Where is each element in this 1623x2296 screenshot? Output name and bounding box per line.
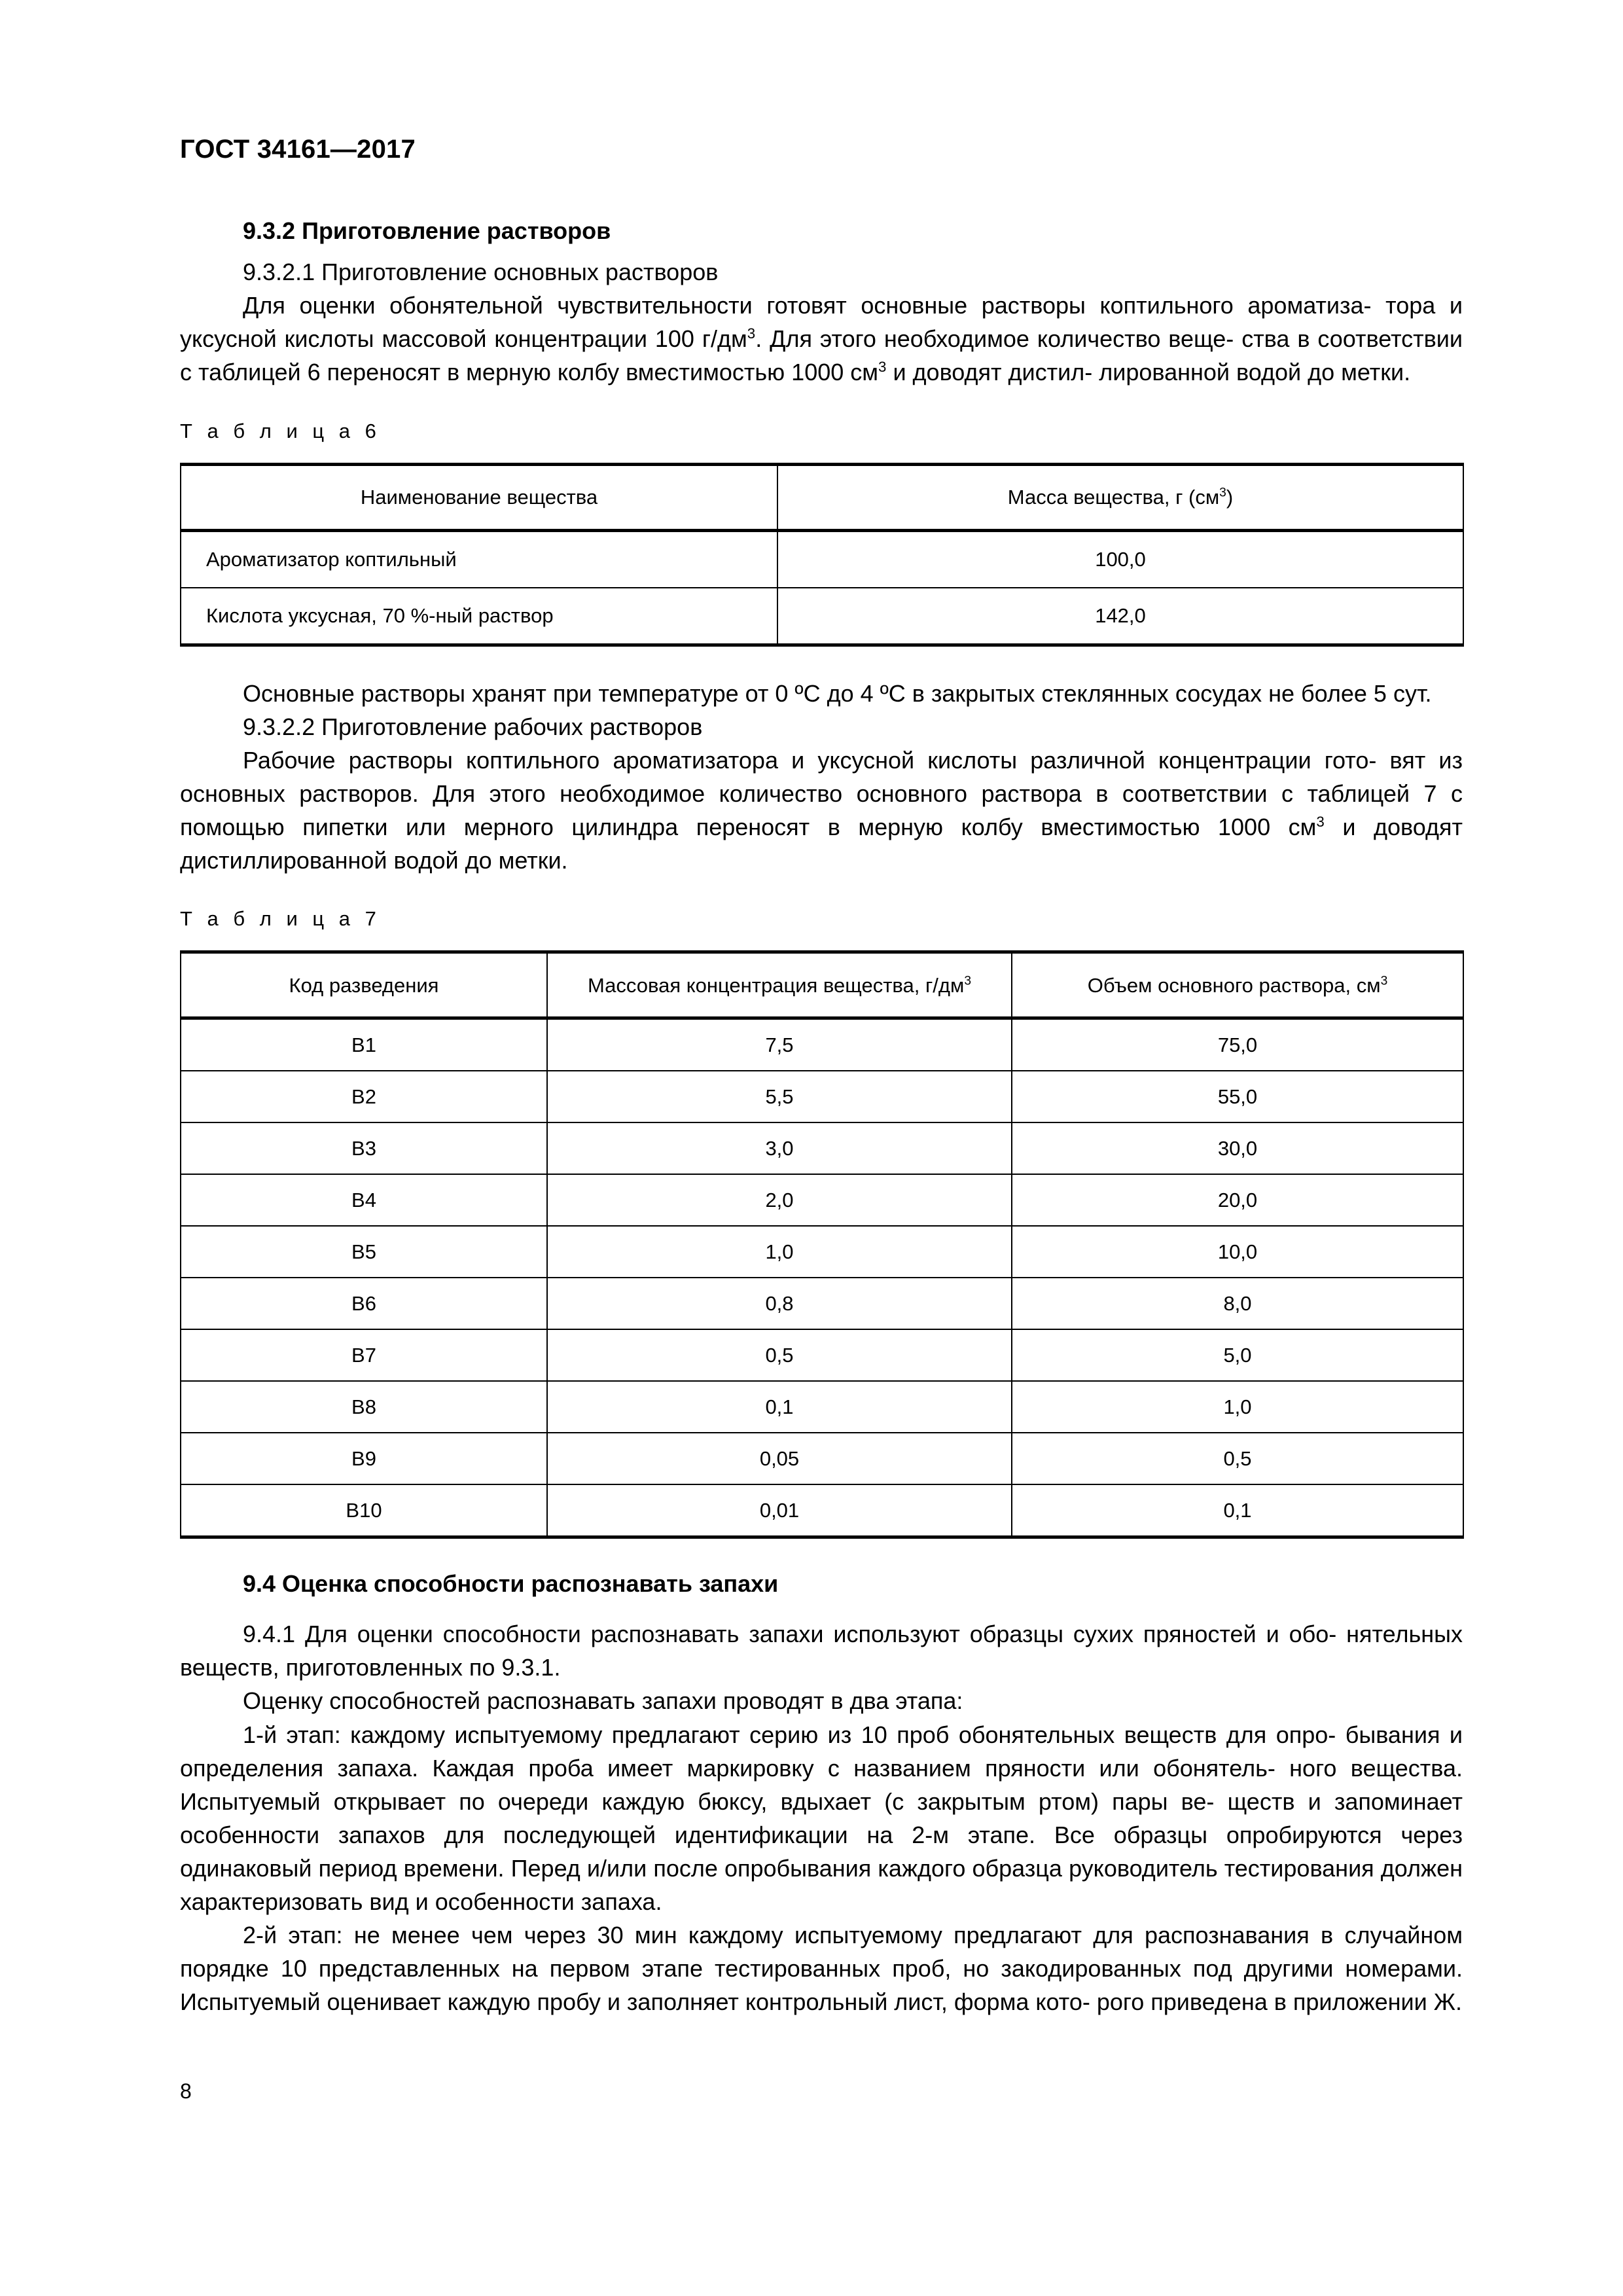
cell-concentration: 0,01 — [547, 1484, 1012, 1537]
table-row — [181, 530, 1463, 588]
line-1: Рабочие растворы коптильного ароматизатора и уксусной кислоты различной концентрации гото- — [243, 746, 1377, 774]
line-4b: и доводят дистиллированной водой до метки. — [180, 813, 1463, 874]
cell-volume: 0,5 — [1012, 1433, 1463, 1484]
cell-code: B1 — [181, 1018, 547, 1071]
cell-concentration: 3,0 — [547, 1122, 1012, 1174]
table-row — [181, 1381, 1463, 1433]
section-heading-9-4: 9.4 Оценка способности распознавать запахи — [243, 1570, 779, 1598]
page-content — [180, 216, 1463, 2019]
cell-volume: 1,0 — [1012, 1381, 1463, 1433]
table-6-caption: Т а б л и ц а 6 — [180, 419, 381, 442]
paragraph-storage — [180, 677, 1463, 710]
line-2: более 5 сут. — [1301, 679, 1432, 707]
cell-volume: 55,0 — [1012, 1071, 1463, 1122]
header-mass-close: ) — [1226, 485, 1234, 509]
table-7-header-volume — [1012, 952, 1463, 1018]
cell-volume: 8,0 — [1012, 1278, 1463, 1329]
line-4: лированной водой до метки. — [1099, 359, 1411, 386]
cell-substance: Ароматизатор коптильный — [181, 530, 777, 588]
cell-substance: Кислота уксусная, 70 %-ный раствор — [181, 588, 777, 645]
line-6: руководитель тестирования должен характеризовать вид и особенности запаха. — [180, 1855, 1463, 1916]
paragraph-9-4-1 — [180, 1617, 1463, 1684]
spacer — [180, 1539, 1463, 1569]
table-7-header-code: Код разведения — [181, 952, 547, 1018]
spacer — [180, 931, 1463, 950]
cell-code: B5 — [181, 1226, 547, 1278]
line-4: ществ и запоминает особенности запахов для последующей идентификации на 2-м этапе. Все образцы — [180, 1787, 1463, 1848]
table-row — [181, 1433, 1463, 1484]
cell-concentration: 1,0 — [547, 1226, 1012, 1278]
table-row — [181, 588, 1463, 645]
line-2: нятельных веществ, приготовленных по 9.3.1. — [180, 1621, 1463, 1681]
spacer — [180, 1608, 1463, 1617]
spacer — [180, 647, 1463, 677]
paragraph-stage-2 — [180, 1918, 1463, 2018]
cell-mass: 100,0 — [777, 530, 1463, 588]
table-7-caption: Т а б л и ц а 7 — [180, 907, 381, 931]
cell-volume: 10,0 — [1012, 1226, 1463, 1278]
line-3: таблицей 7 с помощью пипетки или мерного цилиндра переносят в мерную колбу вместимостью — [180, 780, 1463, 840]
table-6-header-mass — [777, 464, 1463, 530]
cell-code: B2 — [181, 1071, 547, 1122]
line-3: другими номерами. Испытуемый оценивает каждую пробу и заполняет контрольный лист, форма кото- — [180, 1955, 1463, 2016]
cell-volume: 5,0 — [1012, 1329, 1463, 1381]
line-1: 9.4.1 Для оценки способности распознавать запахи используют образцы сухих пряностей и обо- — [243, 1621, 1337, 1648]
superscript-cubic: 3 — [1380, 974, 1388, 988]
cell-code: B7 — [181, 1329, 547, 1381]
cell-concentration: 7,5 — [547, 1018, 1012, 1071]
table-row — [181, 1226, 1463, 1278]
table-row — [181, 1071, 1463, 1122]
cell-concentration: 5,5 — [547, 1071, 1012, 1122]
table-6 — [180, 463, 1464, 647]
cell-concentration: 2,0 — [547, 1174, 1012, 1226]
table-7-body — [181, 1018, 1463, 1537]
table-6-body — [181, 530, 1463, 645]
cell-code: B10 — [181, 1484, 547, 1537]
subsection-heading-9-3-2-1: 9.3.2.1 Приготовление основных растворов — [243, 259, 719, 286]
cell-code: B6 — [181, 1278, 547, 1329]
cell-concentration: 0,05 — [547, 1433, 1012, 1484]
paragraph-stages-intro: Оценку способностей распознавать запахи проводят в два этапа: — [243, 1687, 963, 1715]
cell-code: B8 — [181, 1381, 547, 1433]
superscript-cubic: 3 — [964, 974, 971, 988]
cell-volume: 75,0 — [1012, 1018, 1463, 1071]
line-4a: 1000 см — [1218, 813, 1317, 840]
line-1: Основные растворы хранят при температуре от 0 ºС до 4 ºС в закрытых стеклянных сосудах не — [243, 679, 1294, 707]
superscript-cubic-2: 3 — [878, 359, 887, 376]
table-row — [181, 1018, 1463, 1071]
table-header-row — [181, 464, 1463, 530]
line-2a: тора и уксусной кислоты массовой концентрации 100 г/дм — [180, 292, 1463, 353]
running-header: ГОСТ 34161—2017 — [180, 135, 416, 164]
line-2: бывания и определения запаха. Каждая проба имеет маркировку с названием пряности или обонятель- — [180, 1721, 1463, 1782]
line-3b: и доводят дистил- — [886, 359, 1093, 386]
line-3: ного вещества. Испытуемый открывает по очереди каждую бюксу, вдыхает (с закрытым ртом) пары ве- — [180, 1754, 1463, 1815]
line-3a: ства в соответствии с таблицей 6 переносят в мерную колбу вместимостью 1000 см — [180, 325, 1463, 386]
line-1: 1-й этап: каждому испытуемому предлагают серию из 10 проб обонятельных веществ для опро- — [243, 1721, 1336, 1748]
table-row — [181, 1484, 1463, 1537]
line-1: Для оценки обонятельной чувствительности готовят основные растворы коптильного ароматиза- — [243, 292, 1372, 319]
line-2: вят из основных растворов. Для этого необходимое количество основного раствора в соответствии с — [180, 746, 1463, 807]
cell-concentration: 0,1 — [547, 1381, 1012, 1433]
table-7-header-concentration — [547, 952, 1012, 1018]
cell-volume: 0,1 — [1012, 1484, 1463, 1537]
line-1: 2-й этап: не менее чем через 30 мин каждому испытуемому предлагают для распознавания в — [243, 1922, 1334, 1949]
superscript-cubic-3: 3 — [1316, 813, 1325, 830]
cell-volume: 20,0 — [1012, 1174, 1463, 1226]
superscript-cubic-1: 3 — [747, 325, 756, 342]
cell-concentration: 0,5 — [547, 1329, 1012, 1381]
cell-code: B4 — [181, 1174, 547, 1226]
cell-code: B3 — [181, 1122, 547, 1174]
line-4: рого приведена в приложении Ж. — [1096, 1988, 1462, 2016]
spacer — [180, 389, 1463, 420]
table-header-row — [181, 952, 1463, 1018]
header-mass-text: Масса вещества, г (см — [1007, 485, 1220, 509]
table-row — [181, 1174, 1463, 1226]
table-7 — [180, 950, 1464, 1539]
table-row — [181, 1329, 1463, 1381]
cell-volume: 30,0 — [1012, 1122, 1463, 1174]
spacer — [180, 443, 1463, 463]
spacer — [180, 877, 1463, 907]
cell-mass: 142,0 — [777, 588, 1463, 645]
table-6-header-substance: Наименование вещества — [181, 464, 777, 530]
section-heading-9-3-2: 9.3.2 Приготовление растворов — [243, 217, 611, 244]
header-volume-text: Объем основного раствора, см — [1087, 973, 1381, 997]
table-row — [181, 1278, 1463, 1329]
cell-concentration: 0,8 — [547, 1278, 1012, 1329]
line-2b: . Для этого необходимое количество веще- — [755, 325, 1234, 353]
paragraph-working-solutions — [180, 744, 1463, 877]
superscript-cubic: 3 — [1219, 486, 1226, 500]
page-number: 8 — [180, 2079, 192, 2103]
paragraph-basic-solutions — [180, 289, 1463, 389]
table-row — [181, 1122, 1463, 1174]
line-2: случайном порядке 10 представленных на первом этапе тестированных проб, но закодированных под — [180, 1922, 1463, 1982]
header-concentration-text: Массовая концентрация вещества, г/дм — [587, 973, 965, 997]
cell-code: B9 — [181, 1433, 547, 1484]
paragraph-stage-1 — [180, 1718, 1463, 1919]
subsection-heading-9-3-2-2: 9.3.2.2 Приготовление рабочих растворов — [243, 713, 703, 740]
line-5: опробируются через одинаковый период времени. Перед и/или после опробывания каждого образца — [180, 1821, 1463, 1882]
